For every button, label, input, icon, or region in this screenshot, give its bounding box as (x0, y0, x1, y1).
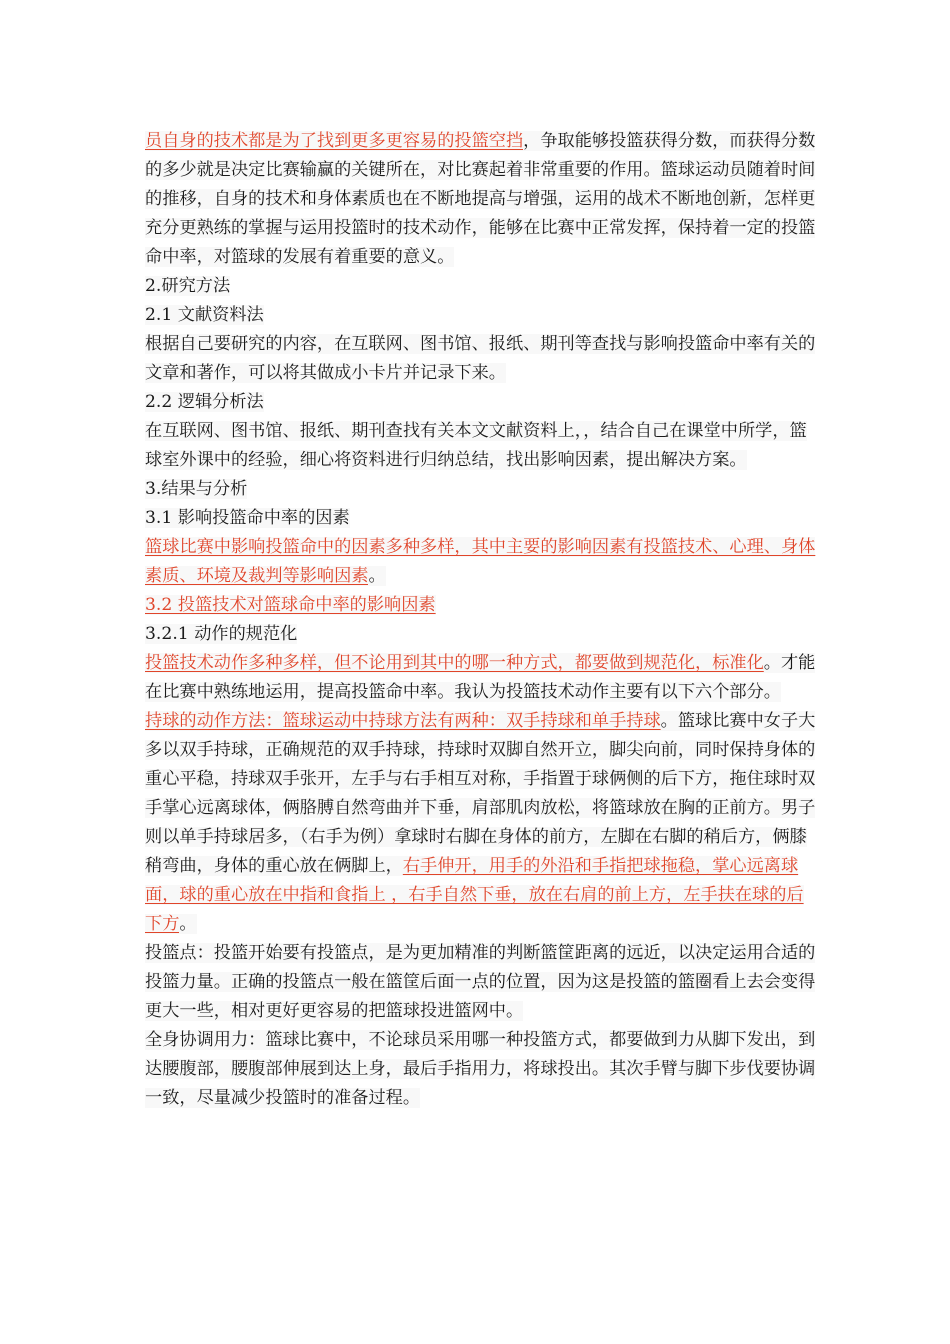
paragraph (145, 388, 817, 417)
paragraph (145, 1026, 817, 1113)
text-run: 。篮球比赛中女子大多以双手持球，正确规范的双手持球，持球时双脚自然开立，脚尖向前，同时保持身体的重心平稳，持球双手张开，左手与右手相互对称，手指置于球俩侧的后下方，拖住球时双手掌心远离球体，俩胳膊自然弯曲并下垂，肩部肌肉放松，将篮球放在胸的正前方。男子则以单手持球居多，（右手为例）拿球时右脚在身体的前方，左脚在右脚的稍后方，俩膝稍弯曲，身体的重心放在俩脚上， (145, 711, 816, 876)
highlighted-text: 右手伸开，用手的外沿和手指把球拖稳，掌心远离球面，球的重心放在中指和食指上 ，右手自然下垂，放在右肩的前上方，左手扶在球的后下方 (145, 856, 804, 934)
paragraph (145, 475, 817, 504)
text-run: 2.2 逻辑分析法 (145, 392, 264, 412)
highlighted-text: 投篮技术动作多种多样，但不论用到其中的哪一种方式，都要做到规范化，标准化 (145, 653, 764, 673)
text-run: 。 (368, 566, 386, 586)
paragraph (145, 127, 817, 272)
paragraph (145, 330, 817, 388)
text-run: 。 (179, 914, 197, 934)
document-body (145, 127, 817, 1113)
paragraph (145, 939, 817, 1026)
text-run: 2.研究方法 (145, 276, 231, 296)
paragraph (145, 533, 817, 591)
highlighted-text: 持球的动作方法：篮球运动中持球方法有两种：双手持球和单手持球 (145, 711, 661, 731)
paragraph (145, 504, 817, 533)
text-run: 3.2.1 动作的规范化 (145, 624, 298, 644)
text-run: 。才能在比赛中熟练地运用，提高投篮命中率。我认为投篮技术动作主要有以下六个部分。 (145, 653, 816, 702)
paragraph (145, 301, 817, 330)
text-run: ，争取能够投篮获得分数，而获得分数的多少就是决定比赛输赢的关键所在，对比赛起着非常重要的作用。篮球运动员随着时间的推移，自身的技术和身体素质也在不断地提高与增强，运用的战术不断地创新，怎样更充分更熟练的掌握与运用投篮时的技术动作，能够在比赛中正常发挥，保持着一定的投篮命中率，对篮球的发展有着重要的意义。 (145, 131, 816, 267)
highlighted-text: 员自身的技术都是为了找到更多更容易的投篮空挡 (145, 131, 524, 151)
text-run: 根据自己要研究的内容，在互联网、图书馆、报纸、期刊等查找与影响投篮命中率有关的文章和著作，可以将其做成小卡片并记录下来。 (145, 334, 816, 383)
highlighted-text: 3.2 投篮技术对篮球命中率的影响因素 (145, 595, 436, 615)
text-run: 3.1 影响投篮命中率的因素 (145, 508, 350, 528)
paragraph (145, 620, 817, 649)
paragraph (145, 649, 817, 707)
paragraph (145, 272, 817, 301)
text-run: 3.结果与分析 (145, 479, 248, 499)
text-run: 在互联网、图书馆、报纸、期刊查找有关本文文献资料上，，结合自己在课堂中所学，篮球室外课中的经验，细心将资料进行归纳总结，找出影响因素，提出解决方案。 (145, 421, 807, 470)
paragraph (145, 707, 817, 939)
paragraph (145, 417, 817, 475)
text-run: 2.1 文献资料法 (145, 305, 264, 325)
text-run: 全身协调用力：篮球比赛中，不论球员采用哪一种投篮方式，都要做到力从脚下发出，到达腰腹部，腰腹部伸展到达上身，最后手指用力，将球投出。其次手臂与脚下步伐要协调一致，尽量减少投篮时的准备过程。 (145, 1030, 816, 1108)
paragraph (145, 591, 817, 620)
highlighted-text: 篮球比赛中影响投篮命中的因素多种多样，其中主要的影响因素有投篮技术、心理、身体素质、环境及裁判等影响因素 (145, 537, 816, 586)
text-run: 投篮点：投篮开始要有投篮点，是为更加精准的判断篮筐距离的远近，以决定运用合适的投篮力量。正确的投篮点一般在篮筐后面一点的位置，因为这是投篮的篮圈看上去会变得更大一些，相对更好更容易的把篮球投进篮网中。 (145, 943, 816, 1021)
